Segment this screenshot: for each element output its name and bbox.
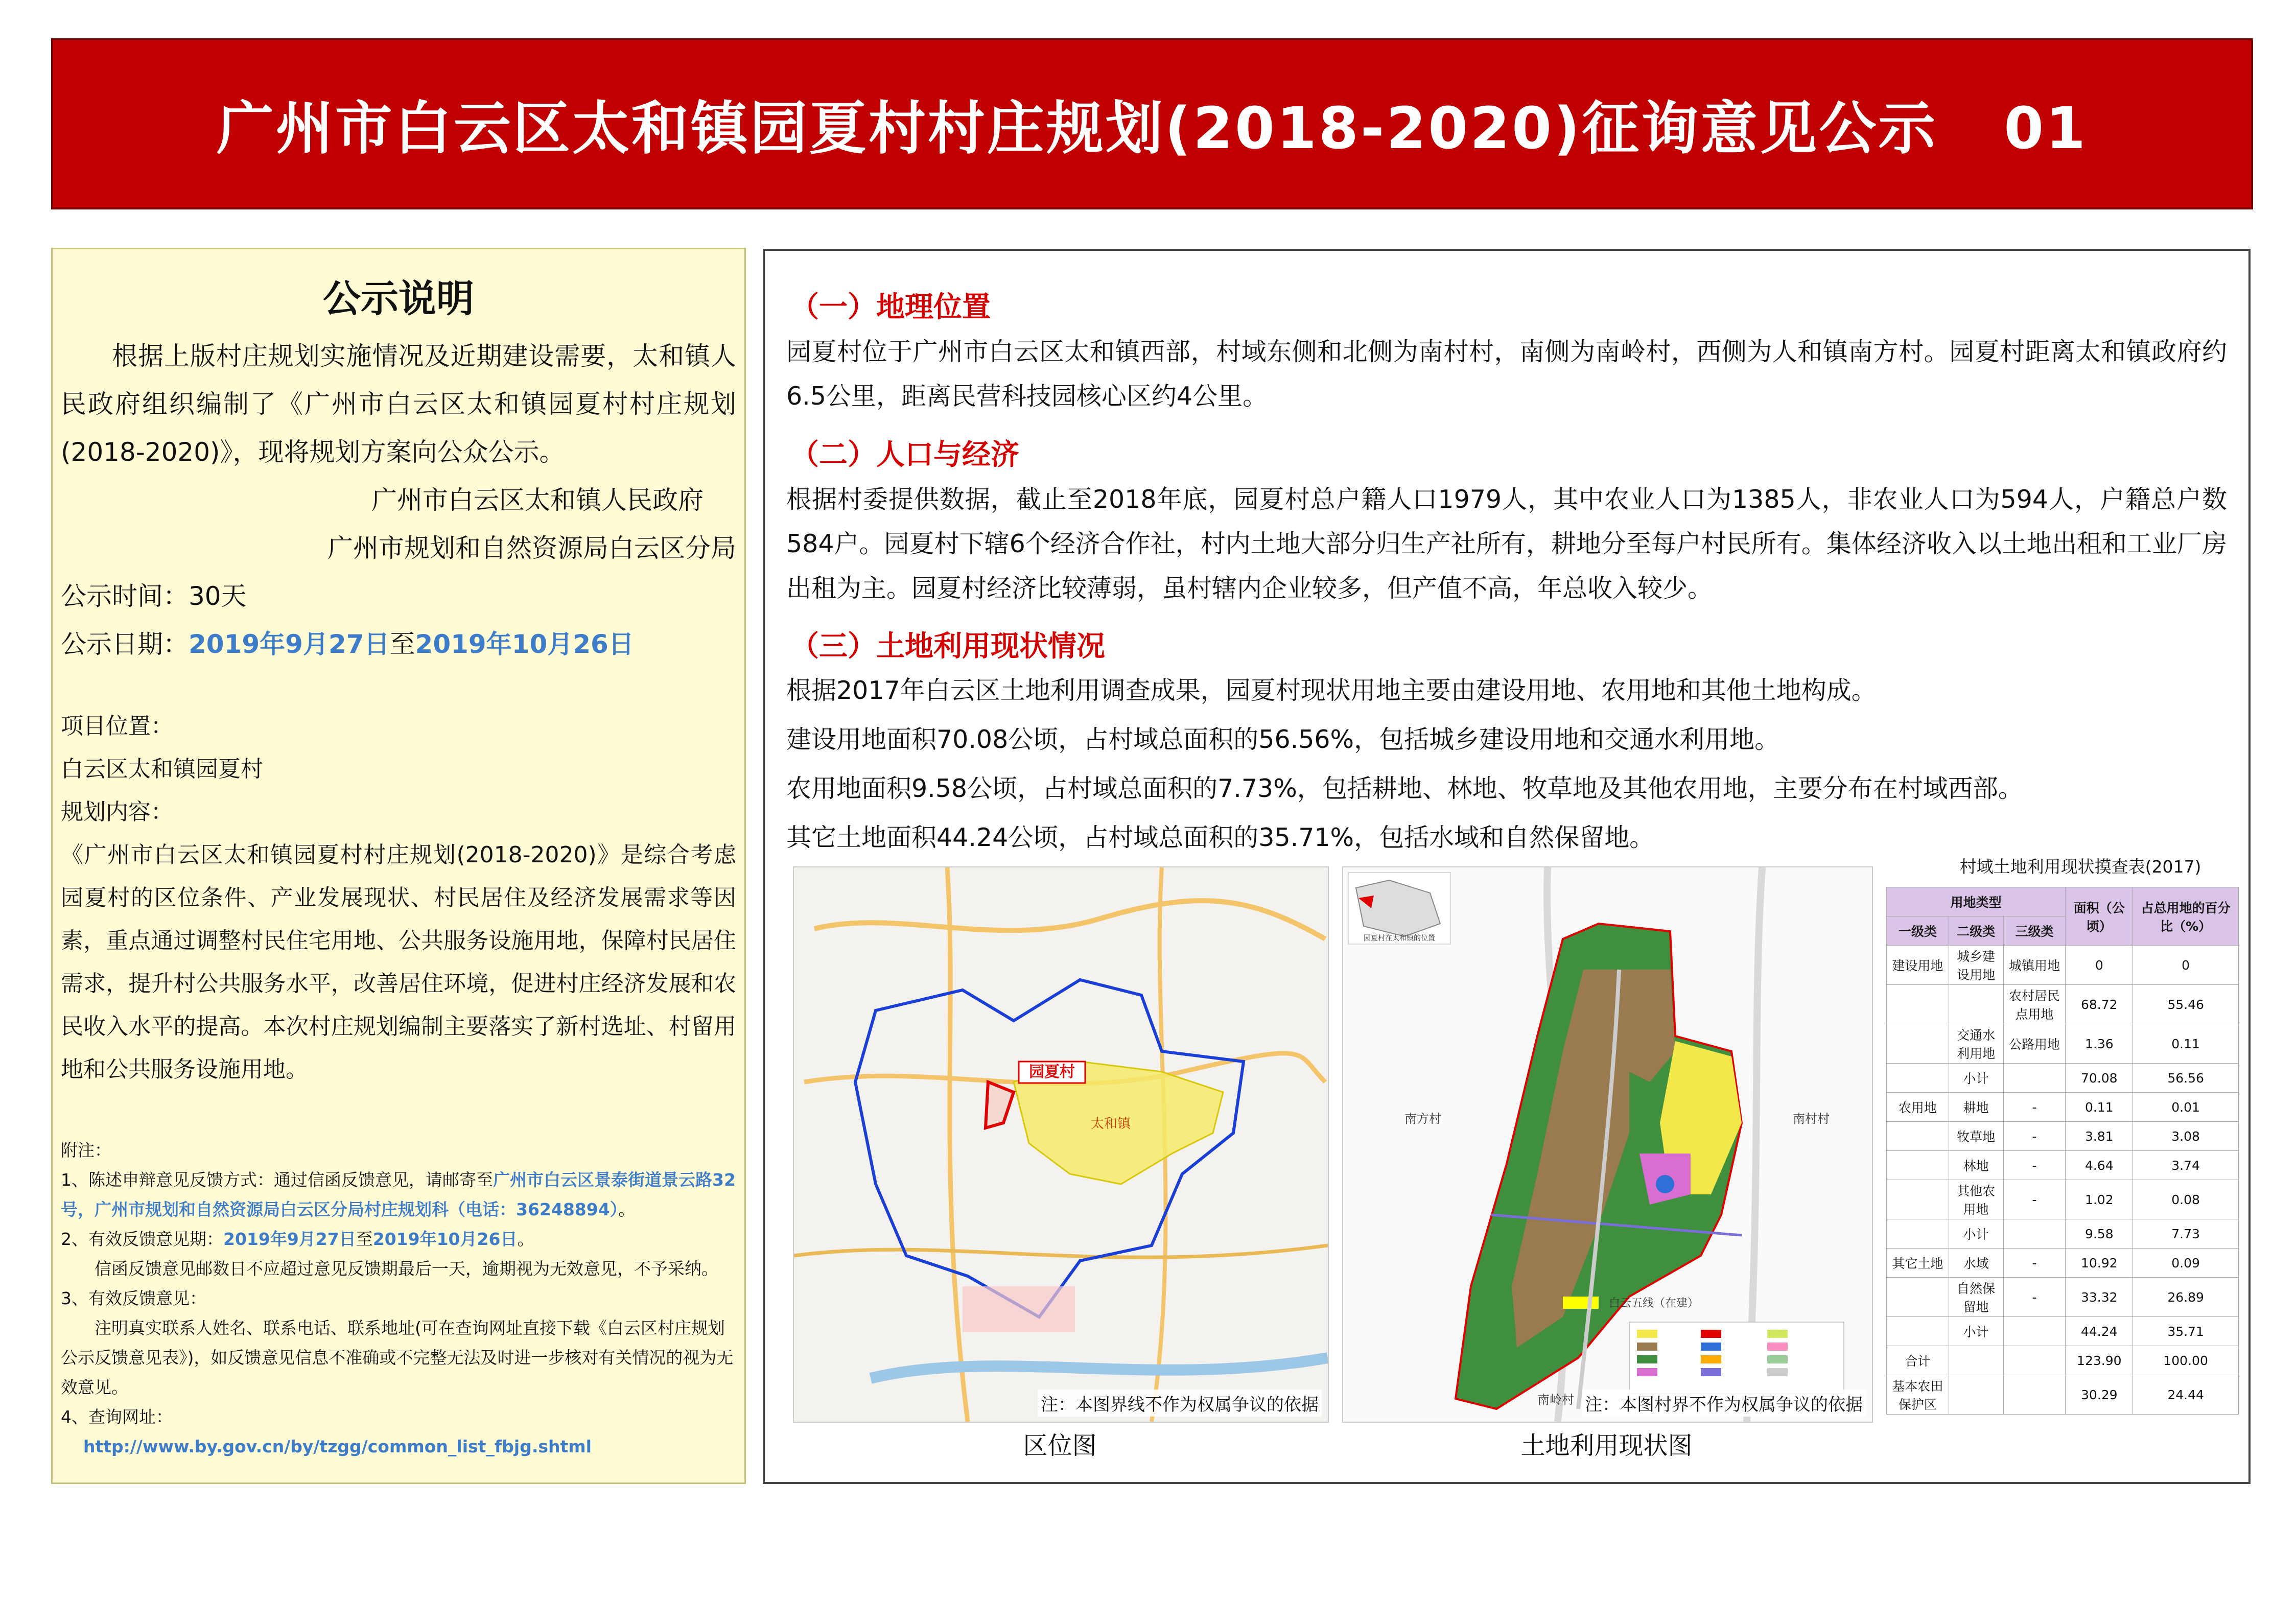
landuse-map-caption: 土地利用现状图	[1520, 1431, 1693, 1460]
table-cell-l1: 基本农田保护区	[1887, 1375, 1949, 1415]
header-type: 用地类型	[1887, 887, 2066, 916]
table-cell-l2: 耕地	[1949, 1093, 2003, 1122]
header-ratio: 占总用地的百分比（%）	[2133, 887, 2239, 946]
table-row	[1887, 985, 2239, 1024]
note-2-mid: 至	[356, 1229, 373, 1249]
table-cell-l1: 其它土地	[1887, 1249, 1949, 1278]
table-row	[1887, 1278, 2239, 1317]
table-cell-ratio: 35.71	[2133, 1317, 2239, 1346]
table-cell-l1: 建设用地	[1887, 946, 1949, 985]
header-level1: 一级类	[1887, 916, 1949, 946]
table-cell-area: 0	[2066, 946, 2133, 985]
notice-date-mid: 至	[389, 629, 415, 659]
table-row	[1887, 1122, 2239, 1151]
table-cell-area: 1.02	[2066, 1180, 2133, 1219]
notice-date	[61, 620, 736, 668]
table-cell-area: 33.32	[2066, 1278, 2133, 1317]
table-header-row	[1887, 887, 2239, 916]
table-cell-area: 68.72	[2066, 985, 2133, 1024]
table-cell-l3	[2003, 1317, 2066, 1346]
table-cell-l3: 城镇用地	[2003, 946, 2066, 985]
table-row	[1887, 1180, 2239, 1219]
table-cell-l3	[2003, 1375, 2066, 1415]
section-land-p3: 农用地面积9.58公顷，占村域总面积的7.73%，包括耕地、林地、牧草地及其他农用地，主要分布在村域西部。	[786, 774, 2023, 803]
table-row	[1887, 1024, 2239, 1064]
section-geo-heading: （一）地理位置	[790, 291, 991, 324]
notice-signatory-government: 广州市白云区太和镇人民政府	[371, 485, 704, 515]
table-cell-l2: 小计	[1949, 1064, 2003, 1093]
note-3: 3、有效反馈意见：	[61, 1288, 206, 1308]
notice-heading: 公示说明	[323, 277, 474, 321]
table-cell-l1	[1887, 1278, 1949, 1317]
landuse-map-note: 注：本图村界不作为权属争议的依据	[1582, 1390, 1866, 1417]
landuse-east-label: 南村村	[1793, 1112, 1830, 1126]
content-text: 《广州市白云区太和镇园夏村村庄规划(2018-2020)》是综合考虑园夏村的区位条件、产业发展现状、村民居住及经济发展需求等因素，重点通过调整村民住宅用地、公共服务设施用地，保障村民居住需求，提升村公共服务水平，改善居住环境，促进村庄经济发展和农民收入水平的提高。本次村庄规划编制主要落实了新村选址、村留用地和公共服务设施用地。	[61, 842, 736, 1082]
table-cell-l2: 自然保留地	[1949, 1278, 2003, 1317]
table-cell-ratio: 0.11	[2133, 1024, 2239, 1064]
page-title-text: 广州市白云区太和镇园夏村村庄规划(2018-2020)征询意见公示	[216, 96, 1938, 162]
table-cell-ratio: 0.08	[2133, 1180, 2239, 1219]
table-cell-l1	[1887, 1151, 1949, 1180]
table-cell-l1	[1887, 1024, 1949, 1064]
header-level2: 二级类	[1949, 916, 2003, 946]
title-banner	[51, 38, 2253, 209]
table-cell-l1	[1887, 985, 1949, 1024]
table-cell-area: 70.08	[2066, 1064, 2133, 1093]
table-cell-l2: 城乡建设用地	[1949, 946, 2003, 985]
section-pop-text: 根据村委提供数据，截止至2018年底，园夏村总户籍人口1979人，其中农业人口为1385人，非农业人口为594人，户籍总户数584户。园夏村下辖6个经济合作社，村内土地大部分归生产社所有，耕地分至每户村民所有。集体经济收入以土地出租和工业厂房出租为主。园夏村经济比较薄弱，虽村辖内企业较多，但产值不高，年总收入较少。	[786, 485, 2227, 603]
table-cell-l3: -	[2003, 1122, 2066, 1151]
table-cell-ratio: 24.44	[2133, 1375, 2239, 1415]
table-cell-ratio: 56.56	[2133, 1064, 2239, 1093]
map-label-town: 太和镇	[1090, 1116, 1131, 1132]
table-cell-l3: 公路用地	[2003, 1024, 2066, 1064]
table-cell-area: 0.11	[2066, 1093, 2133, 1122]
table-cell-l1: 合计	[1887, 1346, 1949, 1375]
table-row	[1887, 1219, 2239, 1249]
note-4: 4、查询网址：	[61, 1407, 173, 1427]
section-geo-text: 园夏村位于广州市白云区太和镇西部，村域东侧和北侧为南村村，南侧为南岭村，西侧为人和镇南方村。园夏村距离太和镇政府约6.5公里，距离民营科技园核心区约4公里。	[786, 337, 2227, 411]
table-cell-l1	[1887, 1219, 1949, 1249]
table-cell-area: 123.90	[2066, 1346, 2133, 1375]
table-cell-l3: -	[2003, 1278, 2066, 1317]
table-cell-l3: -	[2003, 1249, 2066, 1278]
table-cell-l3	[2003, 1064, 2066, 1093]
table-cell-l1	[1887, 1122, 1949, 1151]
note-2-end: 2019年10月26日	[372, 1229, 518, 1249]
table-cell-ratio: 0.09	[2133, 1249, 2239, 1278]
table-cell-l2	[1949, 985, 2003, 1024]
query-url-link[interactable]: http://www.by.gov.cn/by/tzgg/common_list_fbjg.shtml	[83, 1437, 592, 1456]
table-cell-l1	[1887, 1064, 1949, 1093]
header-area: 面积（公顷）	[2066, 887, 2133, 946]
table-cell-l2: 林地	[1949, 1151, 2003, 1180]
notice-date-label: 公示日期：	[61, 629, 189, 659]
note-2-start: 2019年9月27日	[223, 1229, 356, 1249]
section-land-p4: 其它土地面积44.24公顷，占村域总面积的35.71%，包括水域和自然保留地。	[786, 823, 1655, 852]
landuse-west-label: 南方村	[1404, 1112, 1441, 1126]
location-map-graphic	[794, 867, 1328, 1422]
notice-period: 公示时间：30天	[61, 581, 247, 611]
table-cell-l2: 其他农用地	[1949, 1180, 2003, 1219]
table-cell-ratio: 26.89	[2133, 1278, 2239, 1317]
table-row	[1887, 1151, 2239, 1180]
landuse-road-label: 白云五线（在建）	[1609, 1297, 1699, 1310]
table-cell-l2: 交通水利用地	[1949, 1024, 2003, 1064]
table-cell-ratio: 55.46	[2133, 985, 2239, 1024]
landuse-table-title: 村域土地利用现状摸查表(2017)	[1959, 857, 2201, 877]
table-cell-area: 1.36	[2066, 1024, 2133, 1064]
page-title	[217, 83, 2088, 165]
table-cell-l3: 农村居民点用地	[2003, 985, 2066, 1024]
note-1-address: 广州市白云区景泰街道景云路32号，广州市规划和自然资源局白云区分局村庄规划科（电话：36248894）	[61, 1170, 736, 1219]
table-cell-ratio: 100.00	[2133, 1346, 2239, 1375]
table-row	[1887, 1317, 2239, 1346]
map-label-village: 园夏村	[1029, 1063, 1075, 1081]
page-number: 01	[2004, 96, 2088, 162]
table-cell-l2: 小计	[1949, 1317, 2003, 1346]
table-cell-l2: 小计	[1949, 1219, 2003, 1249]
location-map	[793, 866, 1329, 1423]
location-label: 项目位置：	[61, 713, 173, 739]
note-1-end: 。	[618, 1199, 636, 1219]
note-2-prefix: 2、有效反馈意见期：	[61, 1229, 223, 1249]
table-row	[1887, 946, 2239, 985]
table-cell-l2	[1949, 1346, 2003, 1375]
table-cell-l3: -	[2003, 1093, 2066, 1122]
notice-date-end: 2019年10月26日	[415, 629, 634, 659]
notice-intro: 根据上版村庄规划实施情况及近期建设需要，太和镇人民政府组织编制了《广州市白云区太和镇园夏村村庄规划(2018-2020)》，现将规划方案向公众公示。	[61, 341, 736, 467]
section-land-p2: 建设用地面积70.08公顷，占村域总面积的56.56%，包括城乡建设用地和交通水利用地。	[786, 725, 1780, 754]
section-pop-heading: （二）人口与经济	[790, 438, 1019, 472]
table-cell-l3	[2003, 1346, 2066, 1375]
table-cell-l3	[2003, 1219, 2066, 1249]
table-row	[1887, 1346, 2239, 1375]
table-cell-area: 9.58	[2066, 1219, 2133, 1249]
table-cell-ratio: 0	[2133, 946, 2239, 985]
table-cell-ratio: 7.73	[2133, 1219, 2239, 1249]
notice-date-start: 2019年9月27日	[189, 629, 390, 659]
note-3-detail: 注明真实联系人姓名、联系电话、联系地址(可在查询网址直接下载《白云区村庄规划公示反馈意见表》)，如反馈意见信息不准确或不完整无法及时进一步核对有关情况的视为无效意见。	[61, 1318, 734, 1397]
content-label: 规划内容：	[61, 799, 173, 825]
table-row	[1887, 1375, 2239, 1415]
landuse-map-inset-label: 园夏村在太和镇的位置	[1364, 934, 1435, 943]
table-cell-ratio: 0.01	[2133, 1093, 2239, 1122]
landuse-map	[1342, 866, 1873, 1423]
table-cell-l2	[1949, 1375, 2003, 1415]
section-land-heading: （三）土地利用现状情况	[790, 630, 1105, 663]
landuse-map-graphic	[1343, 867, 1872, 1422]
table-cell-area: 10.92	[2066, 1249, 2133, 1278]
note-2	[61, 1225, 736, 1254]
notice-signatory-bureau: 广州市规划和自然资源局白云区分局	[327, 533, 736, 563]
table-cell-l1	[1887, 1317, 1949, 1346]
table-cell-l1	[1887, 1180, 1949, 1219]
location-value: 白云区太和镇园夏村	[61, 756, 263, 782]
table-row	[1887, 1093, 2239, 1122]
table-cell-area: 30.29	[2066, 1375, 2133, 1415]
table-cell-l2: 牧草地	[1949, 1122, 2003, 1151]
notice-panel	[51, 248, 746, 1484]
note-2-suffix: 。	[517, 1229, 534, 1249]
content-panel	[763, 249, 2251, 1484]
table-cell-l3: -	[2003, 1180, 2066, 1219]
table-cell-area: 44.24	[2066, 1317, 2133, 1346]
table-cell-ratio: 3.08	[2133, 1122, 2239, 1151]
table-cell-l3: -	[2003, 1151, 2066, 1180]
landuse-south-label: 南岭村	[1537, 1393, 1574, 1407]
section-land-p1: 根据2017年白云区土地利用调查成果，园夏村现状用地主要由建设用地、农用地和其他土地构成。	[786, 676, 1877, 705]
table-cell-area: 3.81	[2066, 1122, 2133, 1151]
location-map-note: 注：本图界线不作为权属争议的依据	[1038, 1390, 1322, 1417]
header-level3: 三级类	[2003, 916, 2066, 946]
table-cell-ratio: 3.74	[2133, 1151, 2239, 1180]
note-2-detail: 信函反馈意见邮数日不应超过意见反馈期最后一天，逾期视为无效意见，不予采纳。	[95, 1259, 718, 1279]
table-row	[1887, 1064, 2239, 1093]
table-cell-l1: 农用地	[1887, 1093, 1949, 1122]
table-cell-l2: 水域	[1949, 1249, 2003, 1278]
location-map-caption: 区位图	[1023, 1431, 1097, 1460]
landuse-table	[1886, 887, 2239, 1415]
note-1-prefix: 1、陈述申辩意见反馈方式：通过信函反馈意见，请邮寄至	[61, 1170, 493, 1190]
notes-title: 附注：	[61, 1140, 111, 1160]
table-cell-area: 4.64	[2066, 1151, 2133, 1180]
table-row	[1887, 1249, 2239, 1278]
note-1	[61, 1165, 736, 1225]
